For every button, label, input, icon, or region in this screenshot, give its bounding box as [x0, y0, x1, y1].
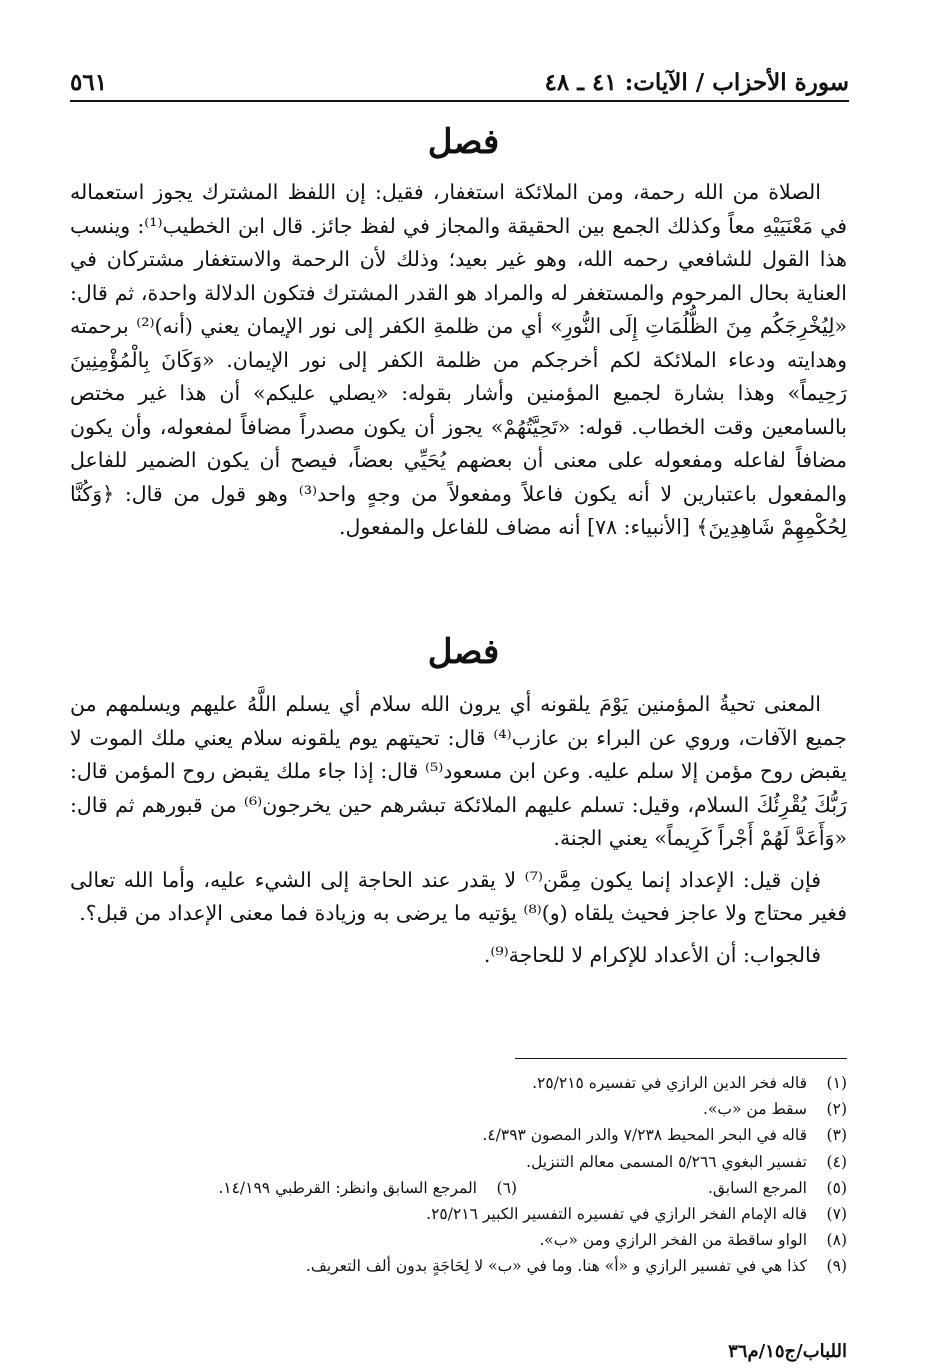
running-header — [70, 40, 849, 102]
footnote: (٥) المرجع السابق. — [707, 1178, 847, 1197]
footnote: (٨) الواو ساقطة من الفخر الرازي ومن «ب». — [539, 1231, 847, 1250]
footnote: (٩) كذا هي في تفسير الرازي و «أ» هنا. وما في «ب» لا لِحَاجَةٍ بدون ألف التعريف. — [305, 1257, 847, 1276]
section-heading-1: فصل — [427, 122, 500, 162]
footnote: (٢) سقط من «ب». — [703, 1100, 847, 1119]
volume-reference: اللباب/ج١٥/م٣٦ — [728, 1341, 847, 1362]
footnote: (٤) تفسير البغوي ٥/٢٦٦ المسمى معالم التنزيل. — [526, 1152, 847, 1171]
footnote: (٦) المرجع السابق وانظر: القرطبي ١٤/١٩٩. — [218, 1178, 517, 1197]
footnote: (١) قاله فخر الدين الرازي في تفسيره ٢٥/٢١٥. — [532, 1074, 847, 1092]
page-number: ٥٦١ — [70, 69, 108, 96]
surah-title: سورة الأحزاب / الآيات: ٤١ ـ ٤٨ — [544, 69, 849, 96]
section-1-body — [70, 176, 847, 545]
footnote: (٧) قاله الإمام الفخر الرازي في تفسيره التفسير الكبير ٢٥/٢١٦. — [426, 1205, 847, 1224]
paragraph: الصلاة من الله رحمة، ومن الملائكة استغفار، فقيل: إن اللفظ المشترك يجوز استعماله في مَعْنَيَيْهِ معاً وكذلك الجمع بين الحقيقة والمجاز في لفظ جائز. قال ابن الخطيب⁽¹⁾: وينسب هذا القول للشافعي رحمه الله، وهو غير بعيد؛ وذلك لأن الرحمة والاستغفار مشتركان في العناية بحال المرحوم والمستغفر له والمراد هو القدر المشترك فتكون الدلالة واحدة، ثم قال: «لِيُخْرِجَكُم مِنَ الظُّلُمَاتِ إِلَى النُّورِ» أي من ظلمةِ الكفر إلى نور الإيمان يعني (أنه)⁽²⁾ برحمته وهدايته ودعاء الملائكة لكم أخرجكم من ظلمة الكفر إلى نور الإيمان. «وَكَانَ بِالْمُؤْمِنِينَ رَحِيماً» وهذا بشارة لجميع المؤمنين وأشار بقوله: «يصلي عليكم» أن هذا غير مختص بالسامعين وقت الخطاب. قوله: «تَحِيَّتُهُمْ» يجوز أن يكون مصدراً مضافاً لمفعوله، وأن يكون مضافاً لفاعله ومفعوله على معنى أن بعضهم يُحَيِّي بعضاً، فيصح أن يكون الضمير للفاعل والمفعول باعتبارين لا أنه يكون فاعلاً ومفعولاً من وجهٍ واحد⁽³⁾ وهو قول من قال: ﴿وَكُنَّا لِحُكْمِهِمْ شَاهِدِينَ﴾ [الأنبياء: ٧٨] أنه مضاف للفاعل والمفعول. — [70, 180, 848, 539]
section-2-body — [70, 688, 847, 972]
footnotes — [70, 1070, 847, 1280]
footnote-row — [70, 1175, 847, 1201]
section-heading-2: فصل — [427, 632, 500, 672]
footnote-divider — [515, 1058, 847, 1059]
footnote: (٣) قاله في البحر المحيط ٧/٢٣٨ والدر المصون ٤/٣٩٣. — [482, 1126, 847, 1145]
paragraph: المعنى تحيةُ المؤمنين يَوْمَ يلقونه أي يرون الله سلام أي يسلم اللَّهُ عليهم ويسلمهم من جميع الآفات، وروي عن البراء بن عازب⁽⁴⁾ قال: تحيتهم يوم يلقونه سلام يعني ملك الموت لا يقبض روح مؤمن إلا سلم عليه. وعن ابن مسعود⁽⁵⁾ قال: إذا جاء ملك يقبض روح المؤمن قال: رَبُّكَ يُقْرِئُكَ السلام، وقيل: تسلم عليهم الملائكة تبشرهم حين يخرجون⁽⁶⁾ من قبورهم ثم قال: «وَأَعَدَّ لَهُمْ أَجْراً كَرِيماً» يعني الجنة. — [70, 692, 847, 850]
paragraph: فالجواب: أن الأعداد للإكرام لا للحاجة⁽⁹⁾. — [483, 942, 821, 967]
paragraph: فإن قيل: الإعداد إنما يكون مِمَّن⁽⁷⁾ لا يقدر عند الحاجة إلى الشيء عليه، وأما الله تعالى فغير محتاج ولا عاجز فحيث يلقاه (و)⁽⁸⁾ يؤتيه ما يرضى به وزيادة فما معنى الإعداد من قبل؟. — [70, 867, 847, 925]
